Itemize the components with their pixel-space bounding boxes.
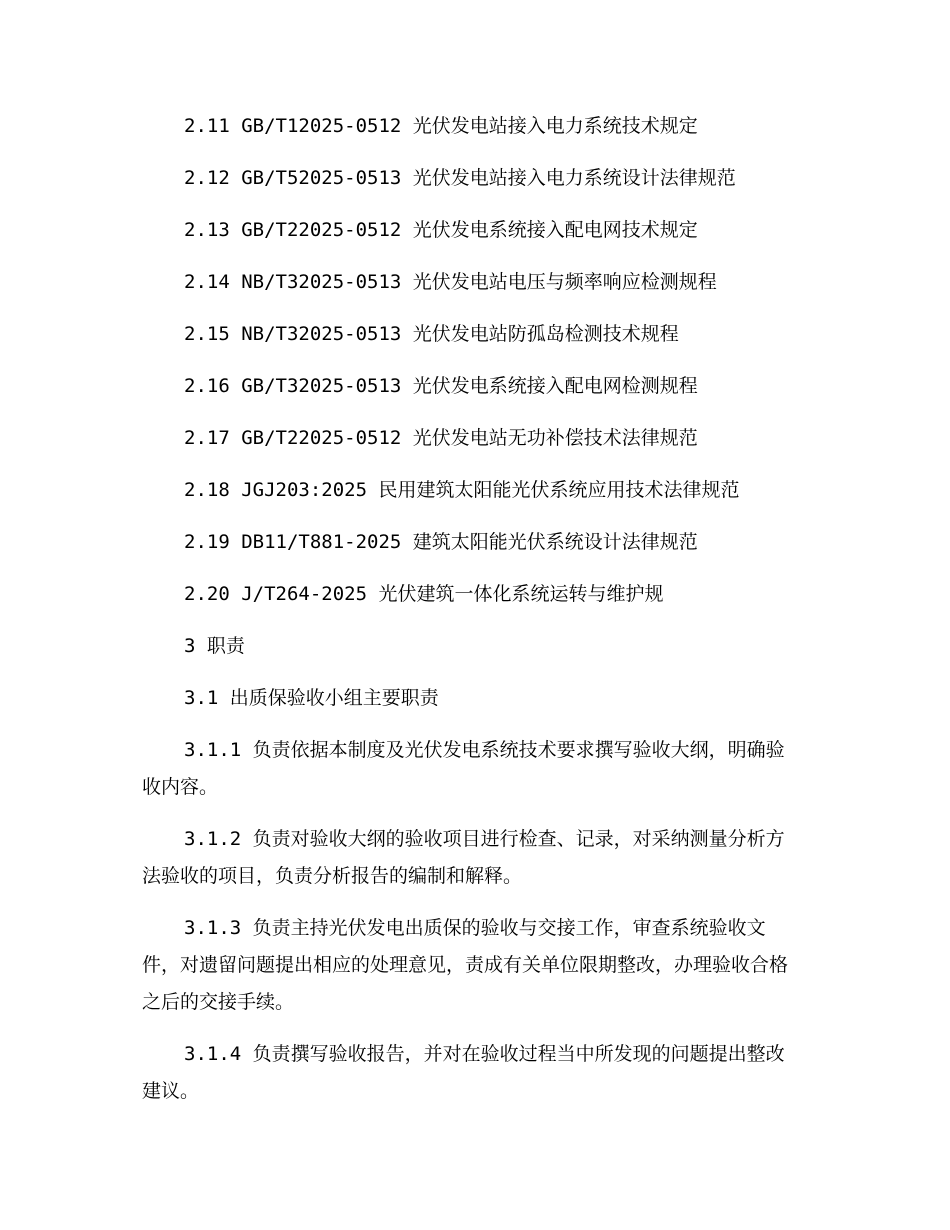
reference-item-2-14: 2.14 NB/T32025-0513 光伏发电站电压与频率响应检测规程 [184, 271, 717, 293]
reference-item-2-12: 2.12 GB/T52025-0513 光伏发电站接入电力系统设计法律规范 [184, 167, 736, 189]
paragraph-3-1-3: 3.1.3 负责主持光伏发电出质保的验收与交接工作，审查系统验收文件，对遗留问题提出相应的处理意见，责成有关单位限期整改，办理验收合格之后的交接手续。 [142, 917, 789, 1013]
paragraph-3-1-4: 3.1.4 负责撰写验收报告，并对在验收过程当中所发现的问题提出整改建议。 [142, 1043, 785, 1102]
reference-item-2-18: 2.18 JGJ203:2025 民用建筑太阳能光伏系统应用技术法律规范 [184, 479, 740, 501]
reference-item-2-20: 2.20 J/T264-2025 光伏建筑一体化系统运转与维护规 [184, 583, 664, 605]
subsection-3-1-heading: 3.1 出质保验收小组主要职责 [184, 687, 439, 709]
reference-item-2-13: 2.13 GB/T22025-0512 光伏发电系统接入配电网技术规定 [184, 219, 698, 241]
document-content [142, 108, 802, 1125]
paragraph-3-1-2: 3.1.2 负责对验收大纲的验收项目进行检查、记录，对采纳测量分析方法验收的项目，负责分析报告的编制和解释。 [142, 828, 785, 887]
paragraph-3-1-1: 3.1.1 负责依据本制度及光伏发电系统技术要求撰写验收大纲，明确验收内容。 [142, 739, 785, 798]
reference-item-2-11: 2.11 GB/T12025-0512 光伏发电站接入电力系统技术规定 [184, 115, 698, 137]
reference-item-2-19: 2.19 DB11/T881-2025 建筑太阳能光伏系统设计法律规范 [184, 531, 698, 553]
reference-standards-list [142, 108, 802, 628]
reference-item-2-17: 2.17 GB/T22025-0512 光伏发电站无功补偿技术法律规范 [184, 427, 698, 449]
reference-item-2-15: 2.15 NB/T32025-0513 光伏发电站防孤岛检测技术规程 [184, 323, 679, 345]
section-3-heading: 3 职责 [184, 635, 245, 657]
reference-item-2-16: 2.16 GB/T32025-0513 光伏发电系统接入配电网检测规程 [184, 375, 698, 397]
